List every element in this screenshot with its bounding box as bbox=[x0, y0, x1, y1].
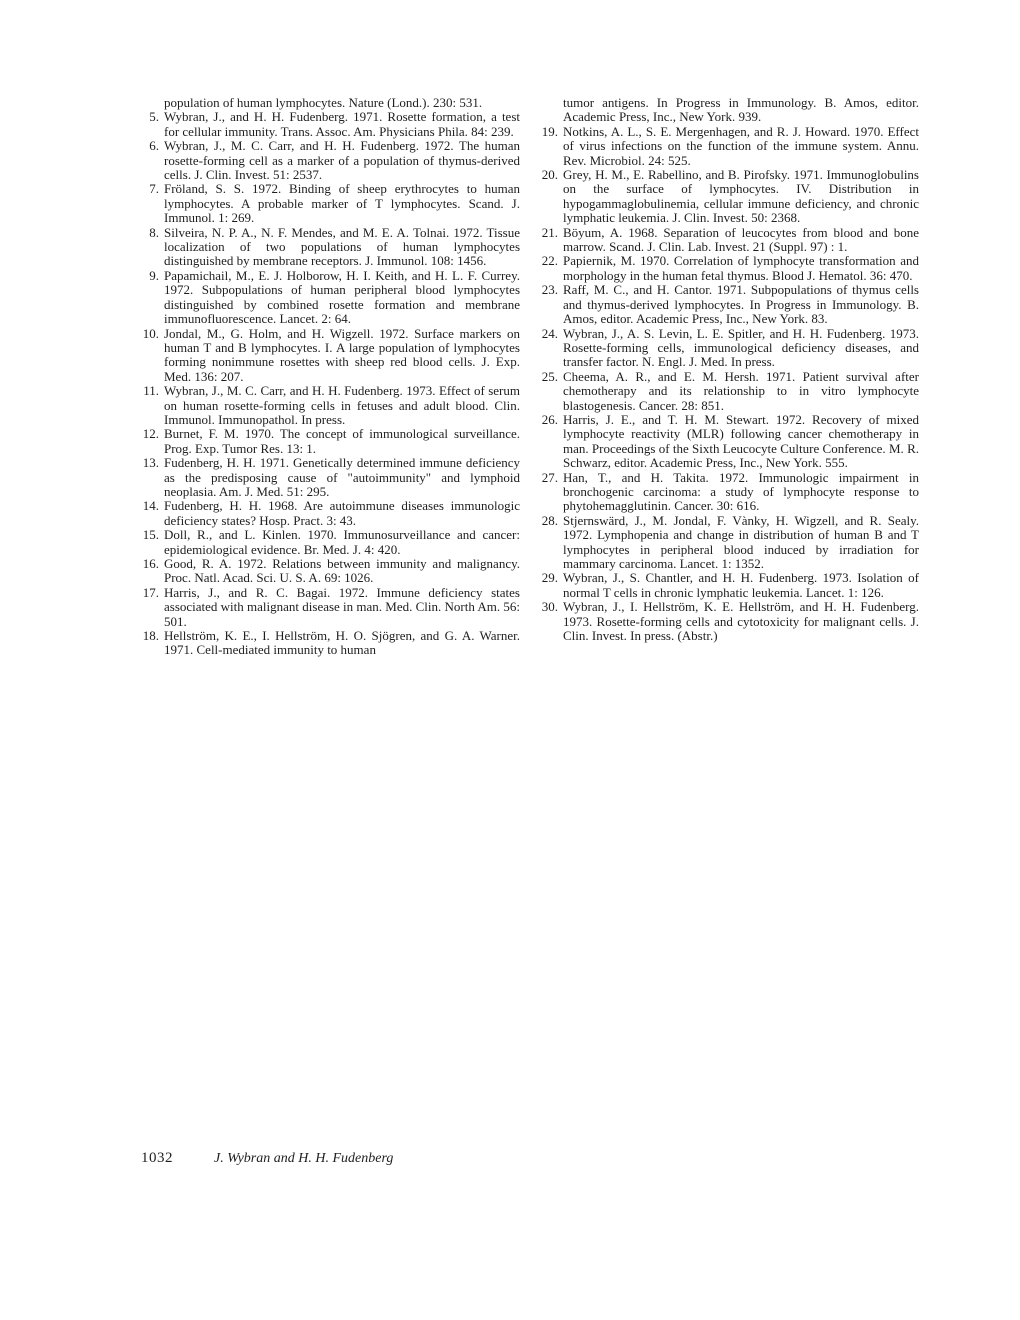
reference-item bbox=[540, 471, 919, 514]
reference-item bbox=[540, 413, 919, 471]
reference-text: Harris, J. E., and T. H. M. Stewart. 1972. Recovery of mixed lymphocyte reactivity (MLR) following cancer chemotherapy in man. Proceedings of the Sixth Leucocyte Culture Conference. M. R. Schwarz, editor. Academic Press, Inc., New York. 555. bbox=[563, 411, 919, 471]
reference-text: Fudenberg, H. H. 1968. Are autoimmune diseases immunologic deficiency states? Hosp. Pract. 3: 43. bbox=[164, 498, 520, 528]
reference-item bbox=[141, 110, 520, 139]
reference-text: Jondal, M., G. Holm, and H. Wigzell. 1972. Surface markers on human T and B lymphocytes. I. A large population of lymphocytes forming nonimmune rosettes with sheep red blood cells. J. Exp. Med. 136: 207. bbox=[164, 325, 520, 384]
reference-text: Silveira, N. P. A., N. F. Mendes, and M. E. A. Tolnai. 1972. Tissue localization of two populations of human lymphocytes distinguished by membrane receptors. J. Immunol. 108: 1456. bbox=[164, 224, 520, 269]
reference-number: 20. bbox=[541, 167, 558, 183]
reference-text: Burnet, F. M. 1970. The concept of immunological surveillance. Prog. Exp. Tumor Res. 13: 1. bbox=[164, 426, 520, 456]
reference-item bbox=[141, 327, 520, 385]
reference-number: 23. bbox=[541, 282, 558, 298]
reference-number: 28. bbox=[541, 512, 558, 528]
reference-number: 6. bbox=[149, 138, 159, 154]
reference-number: 15. bbox=[142, 527, 159, 543]
reference-text: Wybran, J., I. Hellström, K. E. Hellström, and H. H. Fudenberg. 1973. Rosette-forming cells and cytotoxicity for malignant cells. J. Clin. Invest. In press. (Abstr.) bbox=[563, 599, 919, 644]
reference-item bbox=[540, 571, 919, 600]
reference-text: Wybran, J., M. C. Carr, and H. H. Fudenberg. 1972. The human rosette-forming cell as a marker of a population of thymus-derived cells. J. Clin. Invest. 51: 2537. bbox=[164, 138, 520, 183]
reference-item bbox=[540, 283, 919, 326]
right-column bbox=[540, 96, 919, 658]
reference-number: 19. bbox=[541, 123, 558, 139]
reference-columns bbox=[141, 96, 919, 658]
page-footer bbox=[141, 1149, 393, 1167]
reference-text: Papiernik, M. 1970. Correlation of lymphocyte transformation and morphology in the human fetal thymus. Blood J. Hematol. 36: 470. bbox=[563, 253, 919, 283]
reference-number: 26. bbox=[541, 411, 558, 427]
reference-item bbox=[540, 600, 919, 643]
reference-continuation-right: tumor antigens. In Progress in Immunology. B. Amos, editor. Academic Press, Inc., New York. 939. bbox=[563, 95, 919, 125]
reference-item bbox=[540, 168, 919, 226]
reference-item bbox=[141, 557, 520, 586]
reference-number: 29. bbox=[541, 570, 558, 586]
reference-continuation-left: population of human lymphocytes. Nature (Lond.). 230: 531. bbox=[164, 95, 483, 110]
reference-item bbox=[540, 226, 919, 255]
running-title: J. Wybran and H. H. Fudenberg bbox=[214, 1151, 394, 1166]
page-number: 1032 bbox=[141, 1150, 173, 1166]
reference-text: Fröland, S. S. 1972. Binding of sheep erythrocytes to human lymphocytes. A probable marker of T lymphocytes. Scand. J. Immunol. 1: 269. bbox=[164, 181, 520, 226]
reference-text: Böyum, A. 1968. Separation of leucocytes from blood and bone marrow. Scand. J. Clin. Lab. Invest. 21 (Suppl. 97) : 1. bbox=[563, 224, 919, 255]
reference-text: Grey, H. M., E. Rabellino, and B. Pirofsky. 1971. Immunoglobulins on the surface of lymphocytes. IV. Distribution in hypogammaglobulinemia, cellular immune deficiency, and chronic lymphatic leukemia. J. Clin. Invest. 50: 2368. bbox=[563, 167, 919, 226]
reference-number: 21. bbox=[541, 224, 558, 240]
reference-number: 13. bbox=[142, 455, 159, 471]
reference-number: 5. bbox=[149, 109, 159, 125]
reference-item bbox=[141, 269, 520, 327]
right-reference-list bbox=[540, 125, 919, 644]
reference-item bbox=[540, 125, 919, 168]
reference-number: 24. bbox=[541, 325, 558, 341]
reference-item bbox=[141, 586, 520, 629]
reference-number: 30. bbox=[541, 599, 558, 615]
reference-text: Papamichail, M., E. J. Holborow, H. I. Keith, and H. L. F. Currey. 1972. Subpopulations of human peripheral blood lymphocytes distinguished by combined rosette formation and membrane immunofluorescence. Lancet. 2: 64. bbox=[164, 267, 520, 327]
reference-number: 17. bbox=[142, 584, 159, 600]
reference-number: 27. bbox=[541, 469, 558, 485]
reference-item bbox=[141, 629, 520, 658]
reference-item bbox=[540, 254, 919, 283]
reference-item bbox=[141, 499, 520, 528]
left-reference-list bbox=[141, 110, 520, 657]
reference-text: Han, T., and H. Takita. 1972. Immunologic impairment in bronchogenic carcinoma: a study of lymphocyte response to phytohemagglutinin. Cancer. 30: 616. bbox=[563, 469, 919, 514]
reference-number: 10. bbox=[142, 325, 159, 341]
reference-item bbox=[141, 427, 520, 456]
reference-item bbox=[540, 514, 919, 572]
reference-item bbox=[141, 528, 520, 557]
reference-number: 16. bbox=[142, 556, 159, 571]
reference-text: Harris, J., and R. C. Bagai. 1972. Immune deficiency states associated with malignant disease in man. Med. Clin. North Am. 56: 501. bbox=[164, 584, 521, 629]
reference-item bbox=[540, 327, 919, 370]
reference-number: 14. bbox=[142, 498, 159, 514]
reference-text: Notkins, A. L., S. E. Mergenhagen, and R. J. Howard. 1970. Effect of virus infections on the function of the immune system. Annu. Rev. Microbiol. 24: 525. bbox=[563, 123, 919, 168]
left-column bbox=[141, 96, 520, 658]
reference-text: Good, R. A. 1972. Relations between immunity and malignancy. Proc. Natl. Acad. Sci. U. S. A. 69: 1026. bbox=[164, 556, 520, 586]
reference-number: 7. bbox=[149, 181, 159, 197]
reference-item bbox=[141, 456, 520, 499]
reference-text: Wybran, J., and H. H. Fudenberg. 1971. Rosette formation, a test for cellular immunity. Trans. Assoc. Am. Physicians Phila. 84: 239. bbox=[164, 109, 520, 139]
reference-number: 25. bbox=[541, 368, 558, 384]
reference-number: 8. bbox=[149, 224, 159, 240]
reference-number: 22. bbox=[541, 253, 558, 269]
reference-text: Raff, M. C., and H. Cantor. 1971. Subpopulations of thymus cells and thymus-derived lymphocytes. In Progress in Immunology. B. Amos, editor. Academic Press, Inc., New York. 83. bbox=[563, 282, 919, 327]
reference-number: 11. bbox=[143, 383, 159, 399]
reference-text: Doll, R., and L. Kinlen. 1970. Immunosurveillance and cancer: epidemiological evidence. Br. Med. J. 4: 420. bbox=[164, 527, 520, 557]
reference-number: 18. bbox=[142, 628, 159, 644]
reference-text: Hellström, K. E., I. Hellström, H. O. Sjögren, and G. A. Warner. 1971. Cell-mediated immunity to human bbox=[164, 628, 520, 658]
reference-item bbox=[141, 139, 520, 182]
reference-text: Stjernswärd, J., M. Jondal, F. Vànky, H. Wigzell, and R. Sealy. 1972. Lymphopenia and change in distribution of human B and T lymphocytes in peripheral blood induced by irradiation for mammary carcinoma. Lancet. 1: 1352. bbox=[563, 512, 919, 571]
reference-number: 9. bbox=[149, 267, 159, 283]
reference-text: Wybran, J., M. C. Carr, and H. H. Fudenberg. 1973. Effect of serum on human rosette-forming cells in fetuses and adult blood. Clin. Immunol. Immunopathol. In press. bbox=[164, 383, 520, 427]
reference-text: Fudenberg, H. H. 1971. Genetically determined immune deficiency as the predisposing cause of "autoimmunity" and lymphoid neoplasia. Am. J. Med. 51: 295. bbox=[164, 455, 520, 499]
reference-item bbox=[141, 182, 520, 225]
reference-number: 12. bbox=[142, 426, 159, 442]
reference-text: Wybran, J., S. Chantler, and H. H. Fudenberg. 1973. Isolation of normal T cells in chronic lymphatic leukemia. Lancet. 1: 126. bbox=[563, 570, 919, 600]
reference-item bbox=[141, 226, 520, 269]
reference-text: Cheema, A. R., and E. M. Hersh. 1971. Patient survival after chemotherapy and its relationship to in vitro lymphocyte blastogenesis. Cancer. 28: 851. bbox=[563, 368, 919, 413]
reference-item bbox=[141, 384, 520, 427]
reference-text: Wybran, J., A. S. Levin, L. E. Spitler, and H. H. Fudenberg. 1973. Rosette-forming cells, immunological deficiency diseases, and transfer factor. N. Engl. J. Med. In press. bbox=[563, 325, 919, 370]
reference-item bbox=[540, 370, 919, 413]
